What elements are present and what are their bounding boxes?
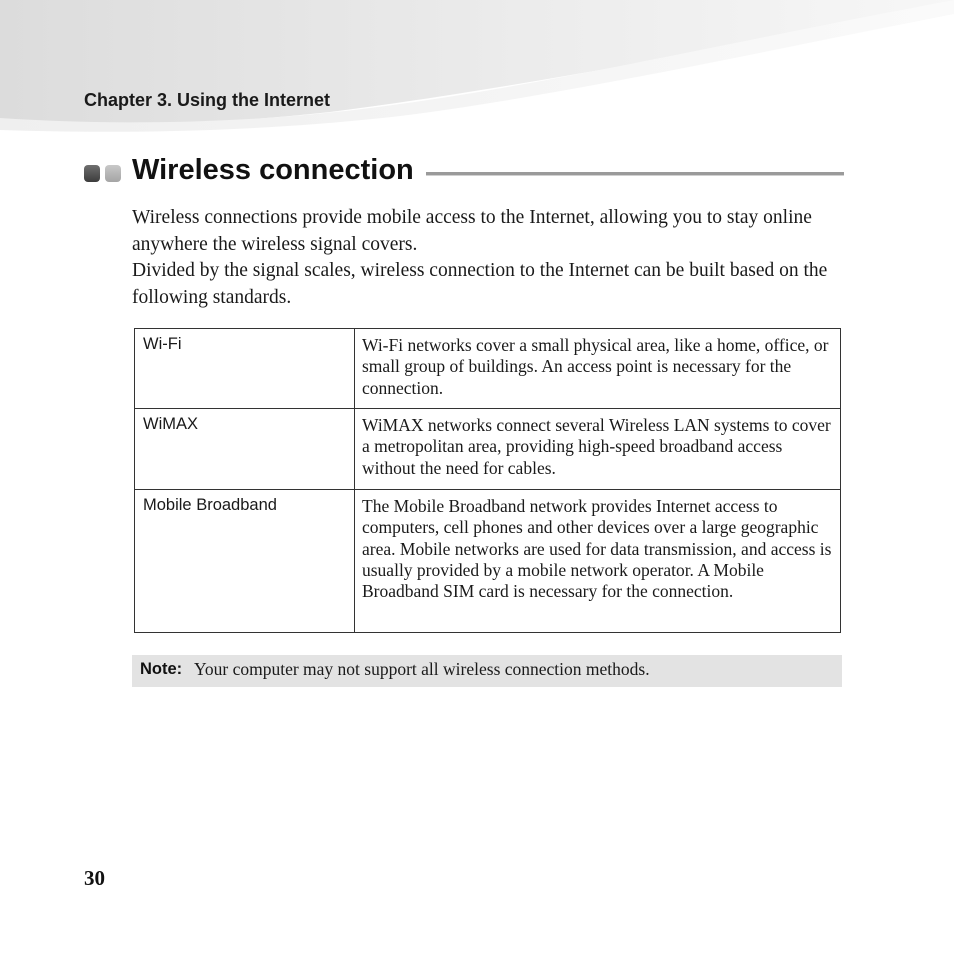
standard-term-cell	[135, 409, 355, 490]
page-number: 30	[84, 866, 105, 890]
table-row	[135, 329, 841, 409]
standard-term: WiMAX	[143, 415, 198, 433]
standard-term: Wi-Fi	[143, 335, 182, 353]
intro-text	[132, 205, 852, 311]
standard-term-cell	[135, 490, 355, 633]
standard-term: Mobile Broadband	[143, 496, 277, 514]
header-swoosh-decoration	[0, 0, 954, 140]
chapter-title: Chapter 3. Using the Internet	[84, 90, 331, 110]
standard-term-cell	[135, 329, 355, 409]
dark-bullet-icon	[84, 165, 100, 182]
light-bullet-icon	[105, 165, 121, 182]
wireless-standards-table	[134, 328, 841, 633]
standard-description-cell	[355, 409, 841, 490]
standard-description: WiMAX networks connect several Wireless LAN systems to cover a metropolitan area, providing high-speed broadband access without the need for cables.	[362, 415, 831, 478]
standard-description-cell	[355, 490, 841, 633]
standard-description: Wi-Fi networks cover a small physical area, like a home, office, or small group of buildings. An access point is necessary for the connection.	[362, 335, 829, 398]
standard-description-cell	[355, 329, 841, 409]
intro-paragraph-2: Divided by the signal scales, wireless connection to the Internet can be built based on the following standards.	[132, 260, 828, 308]
section-title: Wireless connection	[132, 154, 414, 186]
table-row	[135, 409, 841, 490]
note-label: Note:	[140, 660, 183, 678]
table-row	[135, 490, 841, 633]
heading-rule-divider	[426, 172, 844, 176]
section-heading	[84, 153, 844, 193]
note-text: Your computer may not support all wireless connection methods.	[194, 659, 650, 679]
standard-description: The Mobile Broadband network provides Internet access to computers, cell phones and other devices over a large geographic area. Mobile networks are used for data transmission, and access is usually provided by a mobile network operator. A Mobile Broadband SIM card is necessary for the connection.	[362, 496, 832, 602]
note-box	[132, 655, 842, 687]
intro-paragraph-1: Wireless connections provide mobile access to the Internet, allowing you to stay online anywhere the wireless signal covers.	[132, 207, 812, 255]
